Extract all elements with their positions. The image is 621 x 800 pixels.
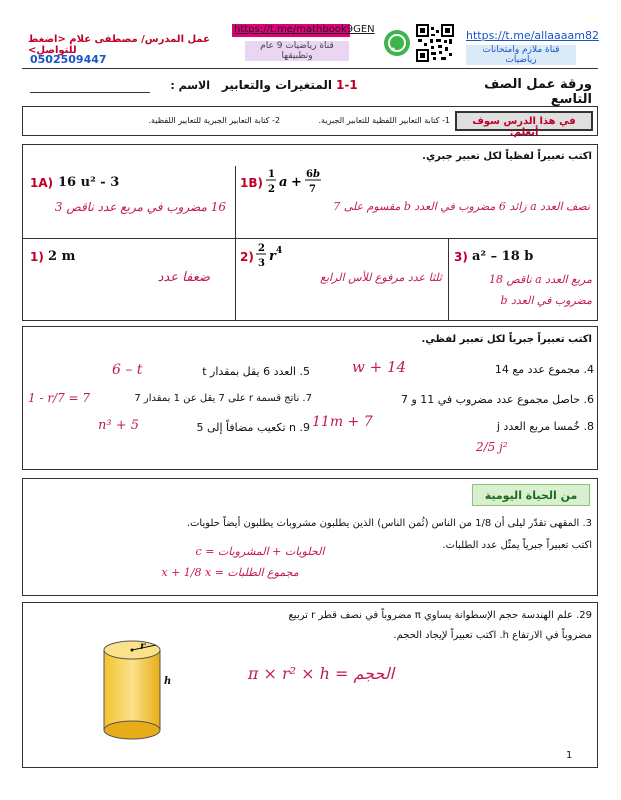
qr-code-icon[interactable]: [416, 24, 454, 62]
q2-label: 2): [240, 250, 254, 264]
svg-text:6: 6: [306, 169, 313, 180]
q5-answer: 6 – t: [112, 362, 143, 378]
daily-life-badge: من الحياة اليومية: [472, 484, 590, 506]
q4-text: 4. مجموع عدد مع 14: [494, 363, 594, 376]
objectives-badge: في هذا الدرس سوف أتعلم:: [455, 111, 593, 131]
cylinder-height-label: h: [164, 676, 172, 687]
name-field[interactable]: [30, 92, 150, 93]
q29-answer: الحجم = π × r² × h: [247, 664, 395, 683]
telegram-caption: قناة رياضيات 9 عام وتطبيقها: [245, 41, 349, 61]
q1-expression: 2 m: [48, 249, 76, 264]
q1b-answer: نصف العدد a زائد 6 مضروب في العدد b مقسوم على 7: [333, 200, 590, 213]
svg-text:4: 4: [276, 246, 283, 256]
q7-text: 7. ناتج قسمة r على 7 يقل عن 1 بمقدار 7: [134, 393, 312, 404]
svg-text:2: 2: [268, 184, 275, 195]
objective-item-1: 1- كتابة التعابير اللفظية للتعابير الجبرية.: [318, 116, 450, 125]
name-label: الاسم :: [170, 79, 210, 92]
svg-text:+: +: [291, 175, 302, 190]
q9-answer: n³ + 5: [98, 418, 140, 433]
header-rule: [22, 68, 598, 69]
q29-text: 29. علم الهندسة حجم الإسطوانة يساوي π مضروباً في نصف قطر r تربيع: [288, 610, 592, 621]
page-number: 1: [566, 750, 573, 761]
svg-text:b: b: [313, 169, 320, 180]
q3-daily-text2: اكتب تعبيراً جبرياً يمثّل عدد الطلبات.: [442, 540, 592, 551]
svg-text:7: 7: [309, 184, 316, 195]
q1-answer: ضعفا عدد: [157, 270, 210, 285]
cylinder-radius-label: r: [140, 641, 146, 652]
q3-daily-hand-top: الحلويات + المشروبات = c: [195, 545, 325, 558]
telegram-link-2[interactable]: https://t.me/allaaaam82: [466, 29, 599, 42]
q3-daily-text: 3. المقهى تقدّر ليلى أن 1/8 من الناس (ثُمن الناس) الذين يطلبون مشروبات يطلبون أيضاً حلويات.: [186, 518, 592, 529]
teacher-line[interactable]: عمل المدرس/ مصطفى علام <اضغط للتواصل>: [28, 34, 210, 56]
section1-divider-3a: [235, 238, 236, 321]
objective-item-2: 2- كتابة التعابير الجبرية للتعابير اللفظية.: [148, 116, 280, 125]
section1-divider-3b: [448, 238, 449, 321]
q3-answer-line1: مربع العدد a ناقص 18: [489, 273, 592, 286]
q3-label: 3): [454, 250, 468, 264]
section1-row-rule: [22, 238, 598, 239]
svg-text:2: 2: [258, 243, 265, 254]
q6-answer: 11m + 7: [312, 414, 373, 430]
svg-text:r: r: [269, 249, 276, 264]
svg-text:1: 1: [268, 169, 275, 180]
q8-answer: 2/5 j²: [476, 440, 508, 454]
q9-text: 9. n تكعيب مضافاً إلى 5: [196, 421, 310, 434]
telegram-caption-2: قناة ملازم وامتحانات رياضيات: [466, 45, 576, 65]
q1-label: 1): [30, 250, 44, 264]
svg-text:3: 3: [258, 258, 265, 269]
q1a-expression: 16 u² - 3: [58, 175, 120, 190]
q4-answer: w + 14: [352, 358, 407, 376]
q2-expression: [256, 240, 306, 270]
q3-answer-line2: مضروب في العدد b: [500, 294, 592, 307]
q6-text: 6. حاصل مجموع عدد مضروب في 11 و 7: [400, 393, 594, 406]
svg-text:a: a: [279, 175, 288, 190]
worksheet-title: ورقة عمل الصف التاسع: [484, 77, 592, 107]
lesson-title: المتغيرات والتعابير: [221, 78, 332, 92]
section2-title: اكتب تعبيراً جبرياً لكل تعبير لفظي.: [421, 334, 592, 345]
q3-expression: a² – 18 b: [472, 249, 534, 264]
q7-answer: 1 - r/7 = 7: [28, 391, 91, 405]
cylinder-figure: [98, 636, 178, 746]
section1-title: اكتب تعبيراً لفظياً لكل تعبير جبري.: [422, 151, 592, 162]
q3-daily-hand-bottom: مجموع الطلبات = x + 1/8 x: [161, 566, 299, 579]
telegram-link[interactable]: https://t.me/mathbook9GEN: [234, 24, 375, 35]
q29-text2: مضروباً في الارتفاع h. اكتب تعبيراً لإيجاد الحجم.: [393, 630, 592, 641]
q1a-answer: 16 مضروب في مربع عدد ناقص 3: [54, 200, 226, 214]
q1b-label: 1B): [240, 176, 263, 190]
q5-text: 5. العدد 6 يقل بمقدار t: [202, 365, 310, 378]
q8-text: 8. خُمسا مربع العدد j: [496, 420, 594, 433]
whatsapp-icon[interactable]: [384, 30, 410, 56]
q1b-expression: [266, 166, 356, 196]
q1a-label: 1A): [30, 176, 54, 190]
lesson-number: 1-1: [336, 78, 358, 92]
section1-divider-mid: [235, 166, 236, 238]
phone-number[interactable]: 0502509447: [30, 53, 107, 66]
q2-answer: ثلثا عدد مرفوع للأس الرابع: [320, 271, 442, 284]
